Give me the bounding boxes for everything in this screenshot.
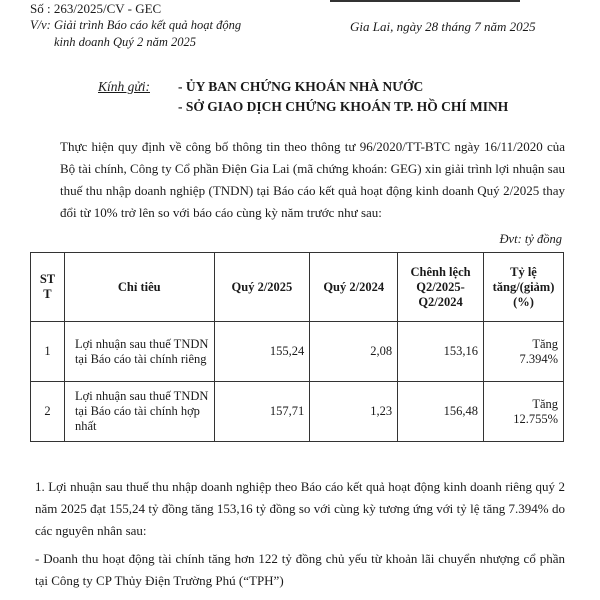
header-ratio: Tỷ lệ tăng/(giảm) (%) xyxy=(483,253,563,322)
section-1-text: 1. Lợi nhuận sau thuế thu nhập doanh nghiệp theo Báo cáo kết quả hoạt động kinh doanh riêng quý 2 năm 2025 đạt 155,24 tỷ đồng tăng 153,16 tỷ đồng so với cùng kỳ tương ứng với tỷ lệ tăng 7.394% do các nguyên nhân sau: xyxy=(35,479,565,538)
table-header-row xyxy=(31,253,564,322)
cell-ratio xyxy=(483,382,563,442)
cell-diff: 153,16 xyxy=(398,322,484,382)
cell-item: Lợi nhuận sau thuế TNDN tại Báo cáo tài chính hợp nhất xyxy=(64,382,214,442)
section-1 xyxy=(35,476,565,598)
cell-item: Lợi nhuận sau thuế TNDN tại Báo cáo tài chính riêng xyxy=(64,322,214,382)
document-header-left xyxy=(30,0,241,51)
header-diff: Chênh lệch Q2/2025-Q2/2024 xyxy=(398,253,484,322)
header-stt: ST T xyxy=(31,253,65,322)
cell-ratio-label: Tăng xyxy=(532,396,558,411)
cell-stt: 2 xyxy=(31,382,65,442)
cell-q2-2025: 155,24 xyxy=(214,322,310,382)
cell-q2-2024: 1,23 xyxy=(310,382,398,442)
header-q2-2025: Quý 2/2025 xyxy=(214,253,310,322)
unit-note: Đvt: tỷ đồng xyxy=(499,232,562,246)
document-subject-cont: kinh doanh Quý 2 năm 2025 xyxy=(54,35,196,49)
cell-diff: 156,48 xyxy=(398,382,484,442)
profit-table xyxy=(30,252,564,442)
header-item: Chỉ tiêu xyxy=(64,253,214,322)
intro-text: Thực hiện quy định về công bố thông tin theo thông tư 96/2020/TT-BTC ngày 16/11/2020 của Bộ tài chính, Công ty Cổ phần Điện Gia Lai (mã chứng khoán: GEG) xin giải trình lợi nhuận sau thuế thu nhập doanh nghiệp (TNDN) tại Báo cáo kết quả hoạt động kinh doanh Quý 2/2025 thay đổi từ 10% trở lên so với báo cáo cùng kỳ năm trước như sau: xyxy=(60,139,565,220)
place-date: Gia Lai, ngày 28 tháng 7 năm 2025 xyxy=(350,19,536,34)
cell-stt: 1 xyxy=(31,322,65,382)
document-subject: V/v: Giải trình Báo cáo kết quả hoạt động xyxy=(30,18,242,32)
cell-q2-2025: 157,71 xyxy=(214,382,310,442)
table-row xyxy=(31,382,564,442)
header-rule xyxy=(330,0,520,2)
cell-ratio-label: Tăng xyxy=(532,336,558,351)
cell-ratio xyxy=(483,322,563,382)
recipient-1: - ỦY BAN CHỨNG KHOÁN NHÀ NƯỚC xyxy=(178,79,424,94)
document-reference: Số : 263/2025/CV - GEC xyxy=(30,1,162,16)
recipient-2: - SỞ GIAO DỊCH CHỨNG KHOÁN TP. HỒ CHÍ MINH xyxy=(178,99,509,114)
table-row xyxy=(31,322,564,382)
cell-ratio-value: 7.394% xyxy=(519,351,558,366)
recipients-block xyxy=(98,77,508,117)
cell-ratio-value: 12.755% xyxy=(513,411,558,426)
header-q2-2024: Quý 2/2024 xyxy=(310,253,398,322)
intro-paragraph xyxy=(60,136,565,224)
bullet-1: - Doanh thu hoạt động tài chính tăng hơn 122 tỷ đồng chủ yếu từ khoản lãi chuyển nhượng cổ phần tại Công ty CP Thủy Điện Trường Phú (“TPH”) xyxy=(35,551,565,588)
recipients-label: Kính gửi: xyxy=(98,79,150,94)
cell-q2-2024: 2,08 xyxy=(310,322,398,382)
